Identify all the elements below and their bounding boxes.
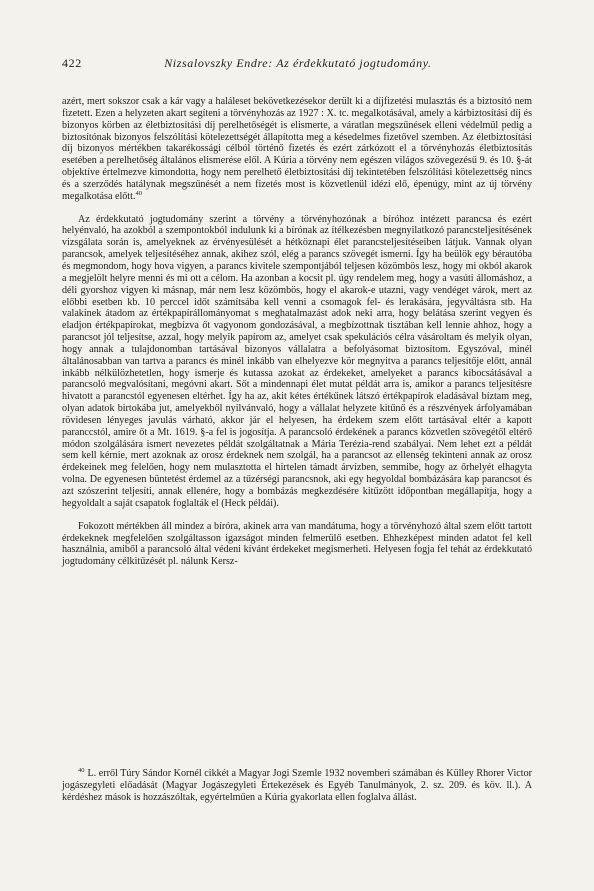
paragraph-3: Fokozott mértékben áll mindez a bíróra, akinek arra van mandátuma, hogy a törvényhozó által szem előtt tartott érdekeknek megfelelően szolgáltasson igazságot minden felmerülő esetben. Ehhezképest minden adatot fel kell használnia, amiből a parancsoló által védeni kívánt érdekeket megismerheti. Helyesen fogja fel tehát az érdekkutató jogtudomány célkitűzését pl. nálunk Kersz- bbox=[62, 520, 532, 568]
page-header bbox=[62, 56, 532, 71]
body-text bbox=[62, 96, 532, 568]
footnote-text: L. erről Túry Sándor Kornél cikkét a Magyar Jogi Szemle 1932 novemberi számában és Külley Rhorer Victor jogászegyleti előadását (Magyar Jogászegyleti Értekezések és Egyéb Tanulmányok, 2. sz. 209. és köv. ll.). A kérdéshez mások is hozzászóltak, egyértelműen a Kúria gyakorlata ellen foglalva állást. bbox=[62, 768, 532, 803]
running-title: Nizsalovszky Endre: Az érdekkutató jogtudomány. bbox=[164, 56, 432, 70]
page-number: 422 bbox=[62, 56, 82, 70]
footnote-reference: 40 bbox=[135, 189, 142, 197]
paragraph-2: Az érdekkutató jogtudomány szerint a törvény a törvényhozónak a bíróhoz intézett parancsa és ezért helyénvaló, ha azokból a szempontokból indulunk ki a bírónak az ítélkezésben megnyilatkozó parancsteljesítésének vizsgálata során is, amelyeknek az érvényesülését a hétköznapi élet parancsteljesítéseiben látjuk. Vannak olyan parancsok, amelyek teljesítéséhez annak, akihez szól, elég a parancs szövegét ismerni. Így ha beülök egy bérautóba és megmondom, hogy hova vigyen, a parancs kivitele szempontjából teljesen közömbös lesz, hogy mi okból akarok a megjelölt helyre menni és mi ott a célom. Ha azonban a kocsit pl. úgy rendelem meg, hogy a vasúti állomáshoz, a déli gyorshoz vigyen ki másnap, már nem lesz közömbös, hogy el akarok-e utazni, vagy vendéget várok, mert az előbbi esetben kb. 10 perccel időt számítsába kell venni a csomagok fel- és lerakására, jegyváltásra stb. Ha valakinek átadom az értékpapírállományomat s meghatalmazást adok neki arra, hogy belátása szerint vegyen és eladjon értékpapírokat, megbízva őt vagyonom gondozásával, a megbízottnak tisztában kell lennie ahhoz, hogy a parancsot jól teljesítse, azzal, hogy melyik papírom az, amelyet csak spekulációs célra vásároltam és melyik olyan, hogy annak a tulajdonomban tartásával bizonyos vállalatra a befolyásomat biztosítom. Egyszóval, minél általánosabban van tartva a parancs és minél inkább van elhelyezve kör megnyitva a parancs teljesítője előtt, annál inkább nélkülözhetetlen, hogy ismerje és kutassa azokat az érdekeket, amelyeket a parancs kibocsátásával a parancsoló megvalósítani, megóvni akart. Sőt a mindennapi élet mutat példát arra is, amikor a parancs teljesítésre hivatott a parancstól egyenesen eltérhet. Így ha az, akit kétes értékűnek látszó értékpapírok eladásával bíztam meg, olyan adatok birtokába jut, amelyekből nyilvánvaló, hogy a vállalat helyzete kitűnő és a részvények árfolyamában rövidesen lényeges javulás várható, akkor jár el helyesen, ha érdekem szem előtt tartásával eltér a kapott paranccstól, amire őt a Mt. 1619. §-a fel is jogosítja. A parancsoló érdekének a parancs közvetlen szövegétől eltérő módon szolgálására ismert nevezetes példát szolgáltatnak a Mária Terézia-rend szabályai. Nem lehet ezt a példát sem kell kérnie, mert azoknak az orosz érdeknek nem szolgál, ha a parancsot az ellenség tekinteni annak az orosz érdekeinek meg felelően, hogy nem mulasztotta el hirtelen támadt árvízben, semmibe, hogy az őrhelyét elhagyta volna. De egyenesen büntetést érdemel az a tűzérségi parancsnok, aki egy hegyoldal bombázására kap parancsot és azt szószerint teljesíti, annak ellenére, hogy a bombázás megkezdésére kitűzött időpontban megállapítja, hogy a hegyoldalt a saját csapatok foglalták el (Heck példái). bbox=[62, 213, 532, 509]
paragraph-1 bbox=[62, 96, 532, 203]
footnote bbox=[62, 768, 532, 804]
footnote-marker: 40 bbox=[78, 767, 85, 774]
paragraph-1-text: azért, mert sokszor csak a kár vagy a haláleset bekövetkezésekor derült ki a díjfizetési mulasztás és a biztosító nem fizetett. Ezen a helyzeten akart segíteni a törvényhozás az 1927 : X. tc. megalkotásával, amely a kárbiztosítási díj és bizonyos körben az életbiztosítási díj perelhetőségét is elismerte, a váratlan megszűnések elleni védelmül pedig a biztosítónak bizonyos felszólítási kötelezettségét állapította meg a késedelmes fizetővel szemben. Az életbiztosítási díj bizonyos mértékben takarékossági célból történő fizetés és ezért zárkózott el a törvényhozás életbiztosítás esetében a perelhetőség általános elismerése elől. A Kúria a törvény nem egészen világos szövegezésű 9. és 10. §-át objektíve értelmezve kimondotta, hogy nem perelhető életbiztosítási díj tekintetében felszólítási kötelezettség nincs és a szerződés hatálynak megszűnését a nem fizetés most is közvetlenül idézi elő, épenúgy, mint az új törvény megalkotása előtt. bbox=[62, 96, 532, 202]
